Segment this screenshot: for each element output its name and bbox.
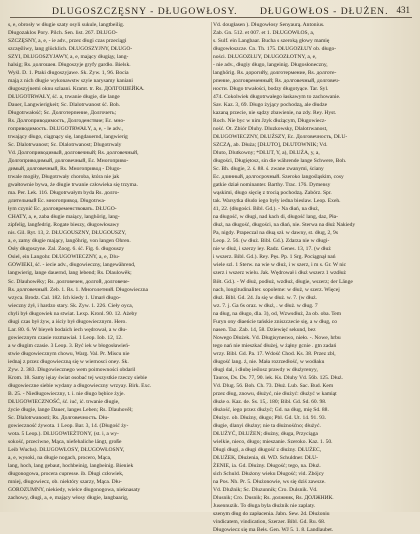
- left-column-line: Zyw. 2. 383. Długowiecznego wem poimowności obdaril: [8, 366, 136, 373]
- left-column-line: wota. 5 Leop.). DŁUGOWIEŻTONY, (st. i, a wy-: [8, 430, 119, 437]
- right-column-line: tak. Warsytka dłudo iego były iedna bieslaw. Leop. Exeh.: [213, 198, 341, 205]
- right-column: [213, 21, 418, 533]
- left-column-line: Vd. Долгоприводимый, долговечный; Rs. долговечный,: [8, 150, 139, 157]
- right-column-line: przez dług, znowu, dłużyć, nie dłużyć: dłużyć w kamiąt: [213, 390, 337, 397]
- right-column-line: ność. Ot. Zbiór Dluhy. Dluzkowsky, Dlalotrwanost,: [213, 126, 328, 133]
- right-column-line: Pa, nigdy. Prapeczal na dłuą szł. w dawny, st. dług, 2, 9s: [213, 230, 338, 237]
- right-column-line: sich Schuld. Dłużony wieku Długość; vid. Zbójcy: [213, 470, 324, 477]
- right-column-line: Vd. Dlug. 56. Boh. Ch. 73. Dłuż. Lub. Sac. Bud. Kem: [213, 382, 334, 389]
- right-column-line: wielkie, nieco, długo; mieszanie. Szeroko. Kaz. 1. 50.: [213, 438, 333, 445]
- right-column-line: Ec. длинный, долгосрочный. Szeroko langośląskim, cosy: [213, 174, 344, 181]
- left-column-line: DŁUGOTRWAŁY, ść. a, trwanie długie, die lange: [8, 94, 120, 101]
- left-column-line: szczęśliwy, lang glücklich. DŁUGOSZYJNY, DŁUGO-: [8, 46, 133, 53]
- left-column-line: a, e, wysoki, na długie nogach, procero, Mąca,: [8, 454, 112, 461]
- left-column-line: гоприводимость. DŁUGOTRWAŁY, a, e, - le adv.,: [8, 126, 124, 133]
- right-column-line: s. Sulf. ein Langbaar. Bucha s szeroką głowy mamię: [213, 38, 330, 45]
- page-number: 431: [396, 5, 410, 15]
- left-column-line: iednaj z przez długowieczną się w wiernosci oney. Sk.: [8, 358, 129, 365]
- right-column-line: długość lang. ż, nie. Mała rozrzedłość, w wodłaku: [213, 358, 325, 365]
- left-column-line: długonogowa, procera cupresse. ib. Długi człowiek,: [8, 470, 124, 477]
- right-column-line: Długowiecz się ma Bełs. Gen. WJ 5. 1. 8. Landlaubet.: [213, 526, 334, 533]
- right-column-line: Dłużyc. ob. Dłużny, długo; Pbl. Gd. Ut. 14. 91. 93.: [213, 414, 327, 421]
- right-column-line: ŻENIE, ia. Gd. Dłużny. Długość; tego, na. Dłuż.: [213, 462, 321, 469]
- right-column-line: - nie adv., długiy długo, langeinig. Długosłoneczny,: [213, 62, 328, 69]
- right-column-line: Leop. 2. 56. (w dłuż. Bibl. Gd.). Zdarza nie w długi-: [213, 238, 330, 245]
- right-column-line: dłuże o. Kaz. de. Ss. 15,. 180; Bibl. Gd. Sd. 60. 98.: [213, 398, 327, 405]
- right-column-line: dłuż. Bibl. Gd. 24. Ja się w dłuż. w. 7. (w dłuż.: [213, 294, 317, 301]
- left-column-line: trwale mogiły, Długotrwały choroba, która nie jak: [8, 174, 120, 181]
- left-column-line: a, e, zamy długie mający, langöhrig, von langen Ohren.: [8, 238, 131, 245]
- left-column-line: łym czynić Ec. долговременствовать. DŁUGO-: [8, 206, 117, 213]
- right-column-line: рпение, долговременный; Rs. долговечный, долговеч-: [213, 78, 340, 85]
- left-column-line: Rs. долговечный. Zeb. 1. Rs. 1. Многолетний. Długowieczna: [8, 286, 148, 293]
- left-column-line: zachowy, długi, a, e, mający włosy długie, langbaarig,: [8, 494, 129, 501]
- right-column-line: Furyn ony dłaeńcie tańskie zniszczecie się, a w dług, co: [213, 318, 337, 325]
- left-column-line: длительный Ec. многопривод. Długotrwa-: [8, 198, 106, 205]
- right-column-line: dłużość, iego przez dłużyć; Gd. na dług, mię Sd. 88.: [213, 406, 329, 413]
- right-column-line: Zab. Gn. 512. et 007. et 1. DŁUGOWŁOS, a,: [213, 30, 315, 37]
- left-column-line: lang, hoch, lang gebaut, hochbeinig, langbeinig. Bieniek: [8, 462, 134, 469]
- right-column-line: Sav. Kaz. 3, 69. Długo żyjący pochodzą, ale dłudze: [213, 102, 328, 109]
- left-column-line: Rs. Долгоприводимость, Долгоденствие; Ec. мно-: [8, 118, 125, 125]
- left-column-line: GOROZUMNY, niekiedy, wielce długonogowa, nieknasaty: [8, 486, 141, 493]
- left-column-line: Długotrwałość; Sc. Долготерпение, Долгочеть;: [8, 110, 117, 117]
- right-column-line: wąskimi, długo sięcię z trocią pochodzą. Zabórz. Spr.: [213, 190, 332, 197]
- left-column-line: langwierig, lange dauernd, lang lebend; Rs. Dlaulowěk;: [8, 270, 132, 277]
- right-column-line: DŁUGOWIECZNY, DŁUŻSZY, Ec. Долговечность, DŁU-: [213, 134, 348, 141]
- left-column-line: Lar. 80. 6. W bieyeh bodaich iech wędrował, a w dłu-: [8, 326, 128, 333]
- right-column-line: ności. DŁUGOZŁUY, DŁUGOZŁOTNY, a, e,: [213, 54, 317, 61]
- left-column-line: długi czas był żyw, a iściy był długowiecznym. Hero.: [8, 318, 127, 325]
- left-column-line: SZYI, DŁUGOSZYJAWY, a, e, mający długiąy, lang-: [8, 54, 129, 61]
- running-header: [8, 2, 412, 18]
- right-column-line: nie w dłuż, i szerzy iey. Radz. Genes. 13, 17. (w dłuż: [213, 246, 331, 253]
- left-column-line: GOWIEKI, ść. - iecie adv., długowieczny, langewährend,: [8, 262, 136, 269]
- right-column-line: ности. Długo trwałości, bodzy długotyące. Tar. Syl.: [213, 86, 329, 93]
- left-column-line: gowiecznym czasie rozmawiał. 1 Leop. Iob. 12, 12.: [8, 334, 123, 341]
- right-column-line: długowłoszcze. Cn. Th. 175. DŁUGOZŁUY ob. długo-: [213, 46, 337, 53]
- right-column-line: 474. Cokolwiek długotrwałego łaskawym to zachowanie.: [213, 94, 341, 101]
- left-column-line: Długozaklos Pory. Pilch. Sen. list. 267. DŁUGO-: [8, 30, 118, 37]
- right-column-line: długi dal, i dłubę ieślosz prawdy w dłużyrenyy,: [213, 366, 318, 373]
- left-column-line: DŁUGOWIECZNOŚĆ, ść. iuć, ić. trwanie długie,: [8, 398, 120, 405]
- left-column-line: Osiel, ein Langohr. DŁUGOWIECZNY, a, e, Dlu-: [8, 254, 120, 261]
- right-column-line: wz. 7. j. Ga 6s oraz. w dłuż, . w dłuż. w dług. 7: [213, 302, 318, 309]
- right-column-line: długie, dlanyi dłużny; nie ta dłużnośćno; dłużyć.: [213, 422, 321, 429]
- right-column-line: DŁUŻYĆ, DŁUŻEN; dłużny, długa, Przyciąga: [213, 430, 318, 437]
- right-column-line: Vd. Dlužnik; Sc. Dluzunnik; Cro. Dulsnik. Vd.: [213, 486, 318, 493]
- left-column-line: mają z nich długie wykonawstw szyie narysamy kaniani: [8, 78, 133, 85]
- left-column: [8, 21, 213, 510]
- left-column-line: димый, долговечный, Rs. Многопривод - Dlugo-: [8, 166, 122, 173]
- right-column-line: Jusennuzik. To długa byla dłużnik nie zaplaty.: [213, 502, 316, 509]
- left-column-line: gwałtownie bywa, że długie trwanie człowieka się trzyma.: [8, 182, 138, 189]
- right-column-line: Biłt. Gd.). - W dłuż, podłuż, wzdłuż, długie, wszerz; der Länge: [213, 278, 353, 285]
- right-column-line: Długi długi, a długi długość z dłużny. DŁUŻEC,: [213, 446, 322, 453]
- right-column-line: na dług, na długo, dla. 3), od, Wzwsdłuż, 2a ob. oba. Tem: [213, 310, 342, 317]
- right-column-line: nach, longitudinaliter. sopoleme: w dłuż, w szerz. Więcej: [213, 286, 340, 293]
- left-column-line: Leib Wuchs). DŁUGOWŁOSY, DŁUGOWŁOSNY,: [8, 446, 125, 453]
- left-column-line: stwie długowiecznym chowu, Warg. Val. Pr. Miscu nie: [8, 350, 130, 357]
- left-column-line: a w długim czasie. 3 Leop. 3. Być iek w błogosławień-: [8, 342, 130, 349]
- right-column-line: Dlusnik; Cro. Dusnik; Rs. должник, Rs. ДОЛЖНИК.: [213, 494, 334, 501]
- left-column-line: SZCZĘSNY, a, e, - ie adv., przez długi czas przeciągi: [8, 38, 127, 45]
- left-column-line: wzyca. Brodz. Cal. 182. Ich kiedy 1. Umarł długo-: [8, 294, 121, 301]
- right-column-line: Vd. dougłasen ). Długowłosy Senyaurą. Antonius.: [213, 22, 325, 28]
- right-column-line: dłuż, na długość, długości, na dłań, nie. Sterwa na dłuż Nakiedy: [213, 222, 356, 229]
- left-column-line: wieczny żył, i hardzo stary. Sk. Zyw. 1. 226. Cieły oyca,: [8, 302, 134, 309]
- header-left-title: DLUGOSZCZĘSNY - DŁUGOWŁOSY.: [52, 6, 238, 17]
- left-column-line: Sc. Dlalotrwanost; Sc. Dlalotrwanost; Dlugotrwaly: [8, 142, 122, 149]
- right-column-line: kazaną przecie, nie sądzy zbawienie, na zdy. Rey. Hyst.: [213, 110, 337, 117]
- right-column-line: na długość, w długi, nad kach di, długość lang, daz, Pła-: [213, 214, 338, 221]
- left-column-line: Wyśl. D. 1. Ptaki długoszyjawe. Sk. Zyw. 1, 96. Bocia: [8, 70, 129, 77]
- right-column-line: szerz i wszerz wielu. Jak. Wędrował i dłuż wszerz 1 wzdłuż: [213, 270, 346, 277]
- left-column-line: Dauer, Langwierigkeit; Sc. Dlalotrwanost ść. Boh.: [8, 102, 121, 109]
- right-column-line: długości, Długiętosz, sin die währende lange Schwere, Boh.: [213, 158, 347, 165]
- right-column-line: langhörig. Rs. дорогийу, долготермение, Rs. долготе-: [213, 70, 337, 77]
- right-column-line: na Pos. Nh. Pr. 5. Dłużonowie, ws się dziś zawsze.: [213, 478, 326, 485]
- right-column-line: nasen. Taz. Zab. 14, 58. Dziewięć sekund, bez: [213, 326, 316, 333]
- right-column-line: szenym dług do zapłacenia. Jabn. Sew. 2d. Dłużoniu: [213, 510, 330, 517]
- left-column-line: długowieczne siebie wydany a długowieczny wrzyay. Birk. Exc.: [8, 382, 152, 389]
- left-column-line: CHATY, a, e, zaba długie maiący, langhörig, lang-: [8, 214, 120, 221]
- right-column-line: Nowego Dłużek. Vd. Długisyneswo, nieło. -. Nowe, hrbu: [213, 334, 341, 341]
- left-column-line: życie długie, lange Dauer, langes Leben; Rs. Dlauhověl;: [8, 406, 133, 413]
- header-right-title: DŁUGOWŁOS - DŁUŻEN.: [260, 6, 389, 17]
- left-column-line: B. 25. - Niedługowieczny, t. i. nie długo bębice żyje.: [8, 390, 125, 397]
- right-column-line: wrzy. Bibl. Gd. Pa. 17. Wdość Chod. Ks. 38. Przez zbl,: [213, 350, 336, 357]
- right-column-line: 41, 22. (długości. Bibl. Gd.). - Na dłań, na dłuż,: [213, 206, 320, 213]
- right-column-line: SZCZĄ, ab. Dłuża; [DŁUTO], DŁUTOWNIK; Vd.: [213, 142, 328, 149]
- header-rule: [10, 17, 412, 18]
- right-column-line: gatkie dział nominanter. Barthy. Trac. 176. Dymensy: [213, 182, 331, 189]
- right-column-line: i wszerz. Bibl. Gd.). Rey. Pęs. Pp. 1 Srg. Pociągnął nań: [213, 254, 336, 261]
- left-column-line: halsig; Rs. долгошея. Długoszyje gryfy gardło. Bielsk.: [8, 62, 131, 69]
- left-column-line: Sc. Dlauhowěky; Rs. долговечен, долгой, долговече-: [8, 278, 130, 285]
- right-column-line: wiele szl. 1 Sterw. na wie w dłuż, i w szerz, i m s. Gr. W nic: [213, 262, 347, 269]
- left-column-line: gowieczność żywota. 1 Leop. Bar. 3, 14. (Długość ży-: [8, 422, 129, 429]
- left-column-line: s, e, obrosły w długie szaty osyli sukule, langtbeilig.: [8, 22, 125, 28]
- left-column-line: nis. Gil. Ryt. 13, 2. DŁUGOUSZNY, DŁUGOUSZY,: [8, 230, 127, 237]
- left-column-line: ma. Per. Lek. 116. Długotrwałym byda Rs. долго-: [8, 190, 120, 197]
- left-column-line: długoszyjnemi oknu szlaani. Kramt. tr. Rs. ДОЛГОШЕЙКА.: [8, 86, 145, 93]
- right-column-line: tego nań nie mieszkać dłużej, w żąłny gcnie . gtn zadań: [213, 342, 337, 349]
- right-column-line: Dluto, Dlutkowny; *DŁUT, Y, a), DŁUŻA, y, a,: [213, 150, 320, 157]
- left-column-line: Долгоприводимый, долговечный, Ec. Многоприво-: [8, 158, 129, 165]
- left-column-line: chyli był długowiek na stwiat. Lexp. Kronl. 90. 12. Ażeby: [8, 310, 138, 317]
- right-column-line: vindicatem, vindication, Szerzer. Bibl. Gd. Ru. 68.: [213, 518, 326, 525]
- left-column-line: mniej, długowiecz, ob. niektóry szarzy, Mąca. Dłu-: [8, 478, 122, 485]
- left-column-line: sokość, przeciwne, Mąca, niefehaliche längt, große: [8, 438, 122, 445]
- right-column-line: Roch. Nie byc w nim Jzyk dłużącym, Długowiecz-: [213, 118, 327, 125]
- right-column-line: Tauros, Ds. Ds. 77, 90. iek. Ks. Dluhy Vd. 56b. 125. Dłuż.: [213, 374, 343, 381]
- right-column-line: DŁUŻEK, Dłużenia, dł. WD. Schuldner. DŁU-: [213, 454, 318, 461]
- left-column-line: Krom. 18. Samy ięiay świat osobać tej wszystkie rzeczy siebie: [8, 374, 148, 381]
- left-column-line: Osły długoszyne. Zal. Zoog. 6. ść. Fig. 6. długouszy: [8, 246, 125, 253]
- right-column-line: Sc. Bh. długie, 2. ś. 88. ś. zwane zwanymi, ściany: [213, 166, 324, 173]
- left-column-line: Sc. Dlalotrwanosti; Rs. Долговечность. Dłu-: [8, 414, 109, 421]
- left-column-line: trwający długo, ciągnący się, langdauernd, langwierig: [8, 134, 128, 141]
- left-column-line: zipfelig, langfedrig. Rogate bieszy, długowłosawy: [8, 222, 120, 229]
